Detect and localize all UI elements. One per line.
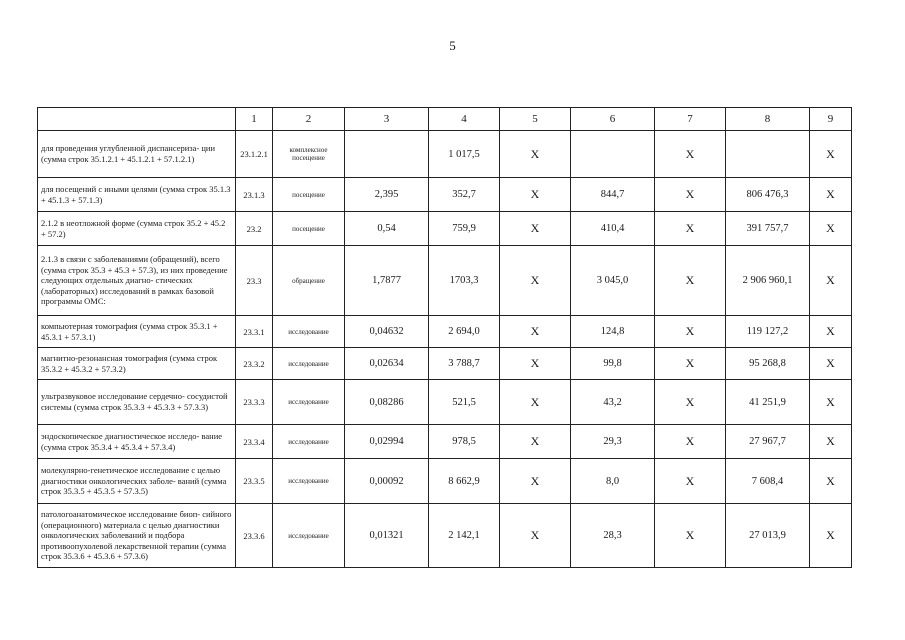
row-unit: обращение (273, 246, 345, 316)
row-code: 23.3.5 (236, 459, 273, 504)
row-description: ультразвуковое исследование сердечно- сосудистой системы (сумма строк 35.3.3 + 45.3.3 + 57.3.3) (38, 380, 236, 425)
value-col-8: 27 013,9 (726, 504, 810, 568)
table-row (38, 425, 852, 459)
value-col-5: X (500, 459, 571, 504)
row-code: 23.3.2 (236, 348, 273, 380)
value-col-8: 391 757,7 (726, 212, 810, 246)
value-col-5: X (500, 504, 571, 568)
row-description: 2.1.2 в неотложной форме (сумма строк 35.2 + 45.2 + 57.2) (38, 212, 236, 246)
value-col-9: X (810, 459, 852, 504)
value-col-6: 3 045,0 (571, 246, 655, 316)
table-row (38, 380, 852, 425)
table-row (38, 178, 852, 212)
row-description: для проведения углубленной диспансериза- ции (сумма строк 35.1.2.1 + 45.1.2.1 + 57.1.2.1) (38, 131, 236, 178)
row-unit: комплексное посещение (273, 131, 345, 178)
value-col-9: X (810, 380, 852, 425)
value-col-4: 2 142,1 (429, 504, 500, 568)
row-unit: посещение (273, 212, 345, 246)
row-unit: исследование (273, 425, 345, 459)
value-col-5: X (500, 316, 571, 348)
value-col-9: X (810, 425, 852, 459)
value-col-3: 1,7877 (345, 246, 429, 316)
header-cell (38, 108, 236, 131)
value-col-8: 41 251,9 (726, 380, 810, 425)
value-col-7: X (655, 131, 726, 178)
value-col-8: 27 967,7 (726, 425, 810, 459)
table-row (38, 459, 852, 504)
value-col-3 (345, 131, 429, 178)
value-col-9: X (810, 178, 852, 212)
value-col-3: 2,395 (345, 178, 429, 212)
value-col-7: X (655, 380, 726, 425)
page-number: 5 (449, 38, 456, 53)
header-cell: 5 (500, 108, 571, 131)
value-col-6: 43,2 (571, 380, 655, 425)
value-col-6: 99,8 (571, 348, 655, 380)
row-unit: посещение (273, 178, 345, 212)
value-col-4: 1 017,5 (429, 131, 500, 178)
value-col-6: 28,3 (571, 504, 655, 568)
value-col-6: 124,8 (571, 316, 655, 348)
value-col-6: 29,3 (571, 425, 655, 459)
value-col-9: X (810, 246, 852, 316)
row-code: 23.2 (236, 212, 273, 246)
value-col-3: 0,01321 (345, 504, 429, 568)
header-cell: 9 (810, 108, 852, 131)
row-unit: исследование (273, 348, 345, 380)
header-cell: 6 (571, 108, 655, 131)
row-unit: исследование (273, 316, 345, 348)
row-description: компьютерная томография (сумма строк 35.3.1 + 45.3.1 + 57.3.1) (38, 316, 236, 348)
data-table (37, 107, 852, 568)
row-code: 23.3.3 (236, 380, 273, 425)
value-col-9: X (810, 131, 852, 178)
value-col-5: X (500, 178, 571, 212)
value-col-7: X (655, 504, 726, 568)
value-col-5: X (500, 131, 571, 178)
value-col-8 (726, 131, 810, 178)
header-cell: 7 (655, 108, 726, 131)
value-col-6 (571, 131, 655, 178)
header-cell: 8 (726, 108, 810, 131)
row-code: 23.1.2.1 (236, 131, 273, 178)
value-col-4: 1703,3 (429, 246, 500, 316)
value-col-5: X (500, 425, 571, 459)
value-col-4: 759,9 (429, 212, 500, 246)
value-col-7: X (655, 425, 726, 459)
table-row (38, 131, 852, 178)
value-col-7: X (655, 246, 726, 316)
value-col-5: X (500, 380, 571, 425)
value-col-7: X (655, 348, 726, 380)
row-description: для посещений с иными целями (сумма строк 35.1.3 + 45.1.3 + 57.1.3) (38, 178, 236, 212)
value-col-6: 410,4 (571, 212, 655, 246)
row-description: молекулярно-генетическое исследование с целью диагностики онкологических заболе- ваний (сумма строк 35.3.5 + 45.3.5 + 57.3.5) (38, 459, 236, 504)
row-description: 2.1.3 в связи с заболеваниями (обращений), всего (сумма строк 35.3 + 45.3 + 57.3), из них проведение следующих отдельных диагно- стических (лабораторных) исследований в рамках базовой программы ОМС: (38, 246, 236, 316)
value-col-4: 2 694,0 (429, 316, 500, 348)
value-col-4: 3 788,7 (429, 348, 500, 380)
row-code: 23.3.6 (236, 504, 273, 568)
row-description: магнитно-резонансная томография (сумма строк 35.3.2 + 45.3.2 + 57.3.2) (38, 348, 236, 380)
value-col-8: 806 476,3 (726, 178, 810, 212)
table-row (38, 316, 852, 348)
row-unit: исследование (273, 504, 345, 568)
value-col-3: 0,02634 (345, 348, 429, 380)
value-col-9: X (810, 212, 852, 246)
value-col-7: X (655, 316, 726, 348)
row-unit: исследование (273, 380, 345, 425)
value-col-3: 0,54 (345, 212, 429, 246)
value-col-5: X (500, 348, 571, 380)
row-unit: исследование (273, 459, 345, 504)
value-col-7: X (655, 178, 726, 212)
value-col-4: 352,7 (429, 178, 500, 212)
row-description: патологоанатомическое исследование биоп- сийного (операционного) материала с целью диагностики онкологических заболеваний и подбора противоопухолевой лекарственной терапии (сумма строк 35.3.6 + 45.3.6 + 57.3.6) (38, 504, 236, 568)
header-row (38, 108, 852, 131)
row-code: 23.1.3 (236, 178, 273, 212)
row-description: эндоскопическое диагностическое исследо- вание (сумма строк 35.3.4 + 45.3.4 + 57.3.4) (38, 425, 236, 459)
value-col-4: 521,5 (429, 380, 500, 425)
value-col-3: 0,04632 (345, 316, 429, 348)
table-row (38, 246, 852, 316)
value-col-5: X (500, 246, 571, 316)
value-col-4: 8 662,9 (429, 459, 500, 504)
table-row (38, 348, 852, 380)
value-col-6: 844,7 (571, 178, 655, 212)
value-col-9: X (810, 348, 852, 380)
value-col-7: X (655, 212, 726, 246)
value-col-8: 2 906 960,1 (726, 246, 810, 316)
value-col-8: 95 268,8 (726, 348, 810, 380)
value-col-4: 978,5 (429, 425, 500, 459)
value-col-9: X (810, 316, 852, 348)
header-cell: 4 (429, 108, 500, 131)
table-row (38, 212, 852, 246)
value-col-9: X (810, 504, 852, 568)
value-col-8: 7 608,4 (726, 459, 810, 504)
value-col-3: 0,08286 (345, 380, 429, 425)
value-col-7: X (655, 459, 726, 504)
header-cell: 2 (273, 108, 345, 131)
value-col-6: 8,0 (571, 459, 655, 504)
header-cell: 1 (236, 108, 273, 131)
row-code: 23.3.4 (236, 425, 273, 459)
row-code: 23.3.1 (236, 316, 273, 348)
value-col-3: 0,02994 (345, 425, 429, 459)
table-row (38, 504, 852, 568)
header-cell: 3 (345, 108, 429, 131)
row-code: 23.3 (236, 246, 273, 316)
value-col-3: 0,00092 (345, 459, 429, 504)
value-col-5: X (500, 212, 571, 246)
value-col-8: 119 127,2 (726, 316, 810, 348)
